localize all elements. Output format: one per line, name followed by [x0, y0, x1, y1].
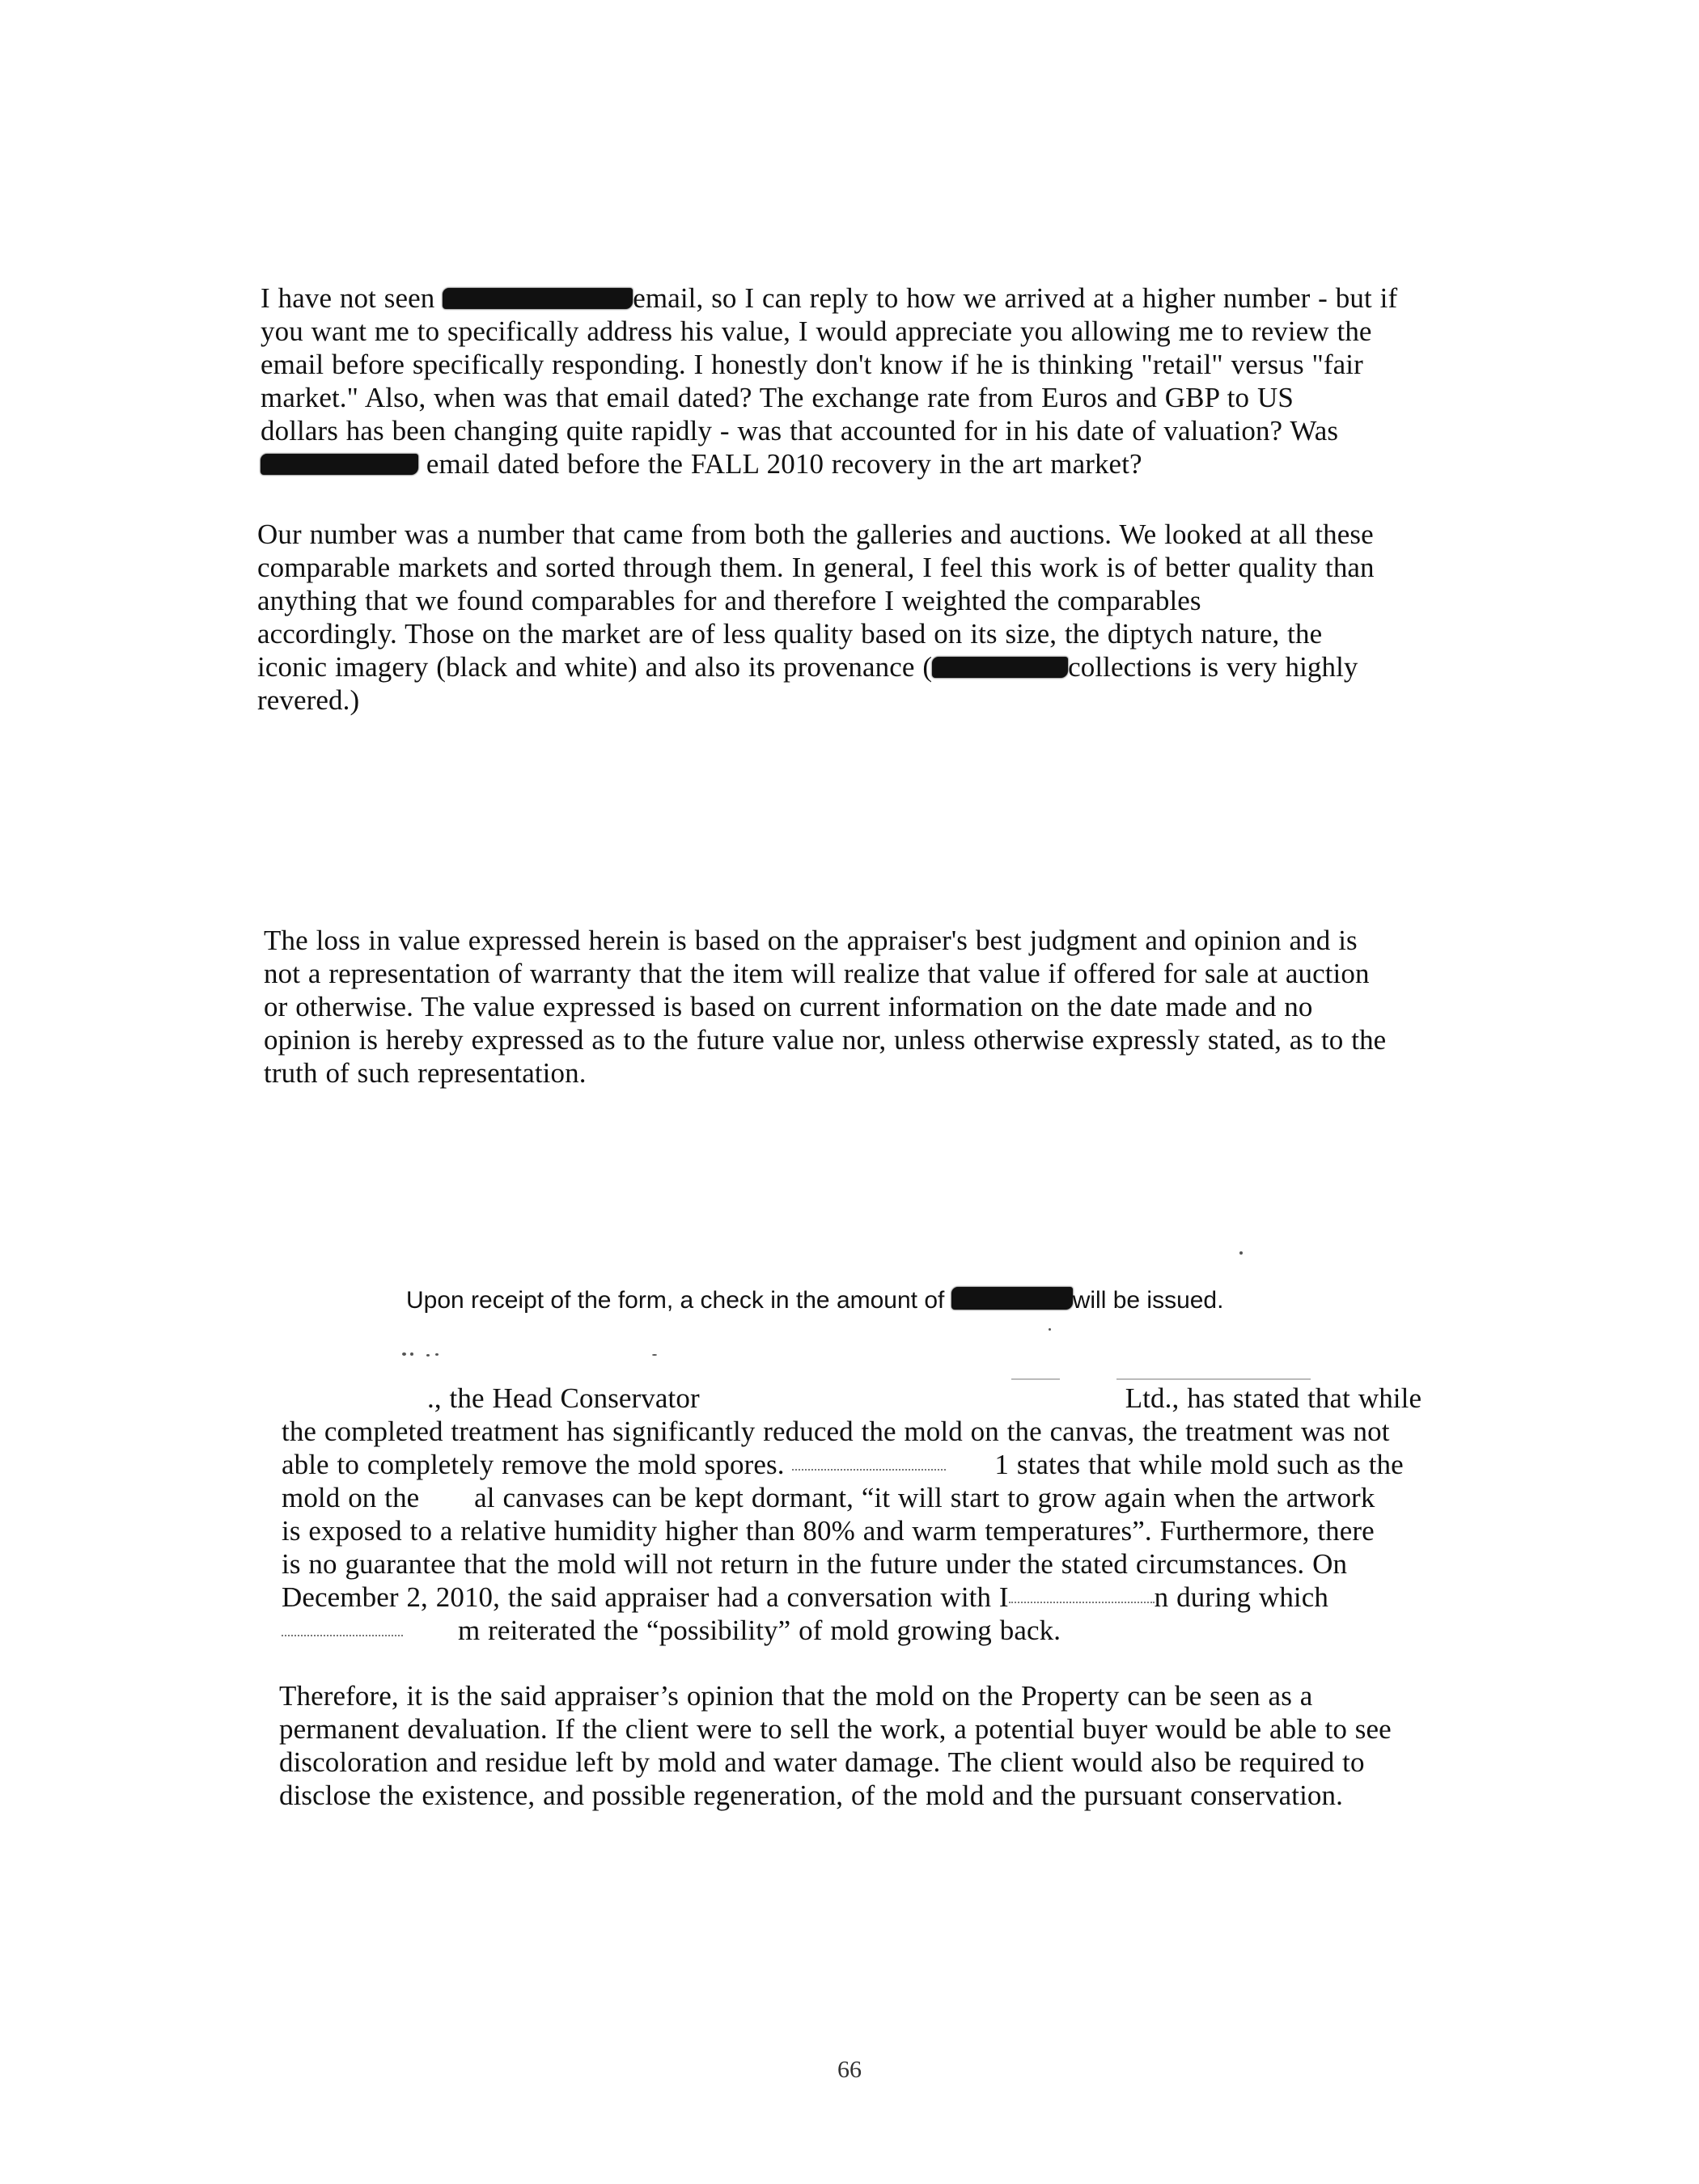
scan-speck — [426, 1354, 430, 1357]
text-line: is no guarantee that the mold will not return in the future under the stated circumstances. On — [282, 1548, 1348, 1580]
text-line: December 2, 2010, the said appraiser had a conversation with I n during which — [282, 1581, 1328, 1613]
text-line: revered.) — [257, 684, 360, 716]
scan-speck — [410, 1352, 413, 1356]
text-line: email before specifically responding. I honestly don't know if he is thinking "retail" versus "fair — [261, 349, 1363, 380]
text-line: able to completely remove the mold spores. 1 states that while mold such as the — [282, 1449, 1404, 1480]
paragraph-email-question — [261, 281, 1397, 480]
paragraph-disclaimer — [264, 924, 1386, 1090]
faded-text — [1009, 1602, 1155, 1603]
text-line: or otherwise. The value expressed is based on current information on the date made and no — [264, 991, 1313, 1022]
paragraph-conservator-statement — [282, 1382, 1421, 1647]
text-line: disclose the existence, and possible regeneration, of the mold and the pursuant conservation. — [279, 1780, 1343, 1811]
text-line: m reiterated the “possibility” of mold growing back. — [282, 1614, 1421, 1647]
text-line: Our number was a number that came from both the galleries and auctions. We looked at all these — [257, 518, 1374, 550]
text-line: ., the Head Conservator Ltd., has stated that while — [427, 1382, 1422, 1414]
scan-speck — [402, 1352, 406, 1356]
check-notice: Upon receipt of the form, a check in the amount of will be issued. — [406, 1287, 1224, 1314]
scan-speck — [1049, 1328, 1051, 1331]
text-line: mold on the al canvases can be kept dormant, “it will start to grow again when the artwork — [282, 1482, 1375, 1513]
text-line: discoloration and residue left by mold and water damage. The client would also be required to — [279, 1746, 1365, 1778]
page-number: 66 — [837, 2056, 862, 2083]
text-line: market." Also, when was that email dated? The exchange rate from Euros and GBP to US — [261, 382, 1294, 413]
text-line: permanent devaluation. If the client were to sell the work, a potential buyer would be able to see — [279, 1713, 1392, 1745]
scan-rule — [1011, 1378, 1060, 1380]
scan-speck — [1239, 1251, 1243, 1255]
redaction-bar — [443, 288, 633, 309]
text-line: you want me to specifically address his value, I would appreciate you allowing me to review the — [261, 315, 1372, 347]
text-line: anything that we found comparables for and therefore I weighted the comparables — [257, 585, 1201, 616]
text-line: not a representation of warranty that the item will realize that value if offered for sale at auction — [264, 958, 1370, 989]
redaction-bar — [932, 657, 1068, 678]
text-line: The loss in value expressed herein is based on the appraiser's best judgment and opinion and is — [264, 925, 1358, 956]
scan-speck — [435, 1353, 439, 1356]
text-line: iconic imagery (black and white) and also its provenance ( collections is very highly — [257, 651, 1358, 683]
paragraph-conclusion — [279, 1679, 1392, 1812]
text-line: opinion is hereby expressed as to the future value nor, unless otherwise expressly stated, as to the — [264, 1024, 1387, 1056]
paragraph-valuation-method — [257, 518, 1375, 717]
faded-text — [282, 1635, 403, 1636]
text-line: truth of such representation. — [264, 1057, 587, 1089]
text-line: comparable markets and sorted through them. In general, I feel this work is of better quality than — [257, 552, 1375, 583]
scan-speck — [652, 1354, 657, 1356]
scan-rule — [1116, 1378, 1311, 1380]
text-line: accordingly. Those on the market are of less quality based on its size, the diptych nature, the — [257, 618, 1323, 650]
text-line: is exposed to a relative humidity higher than 80% and warm temperatures”. Furthermore, there — [282, 1515, 1375, 1547]
redaction-bar — [951, 1287, 1073, 1310]
text-line: Therefore, it is the said appraiser’s opinion that the mold on the Property can be seen as a — [279, 1680, 1313, 1712]
redaction-bar — [261, 454, 418, 475]
text-line: email dated before the FALL 2010 recovery in the art market? — [261, 447, 1397, 480]
text-line: I have not seen email, so I can reply to how we arrived at a higher number - but if — [261, 282, 1398, 314]
faded-text — [792, 1469, 946, 1471]
text-line: the completed treatment has significantly reduced the mold on the canvas, the treatment was not — [282, 1416, 1390, 1447]
text-line: dollars has been changing quite rapidly - was that accounted for in his date of valuation? Was — [261, 415, 1339, 447]
